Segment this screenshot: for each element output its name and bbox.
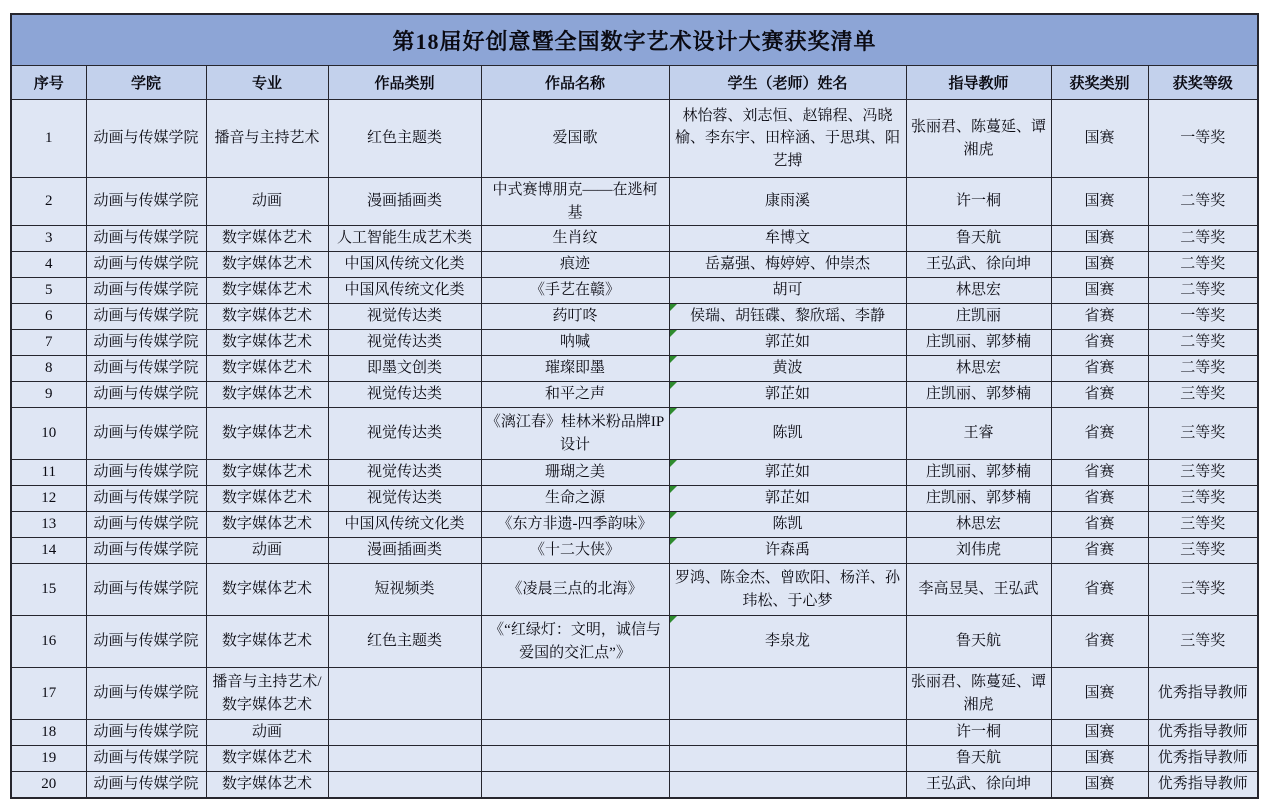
cell-major: 数字媒体艺术 xyxy=(206,512,328,538)
cell-major: 数字媒体艺术 xyxy=(206,486,328,512)
cell-students: 陈凯 xyxy=(669,408,906,460)
cell-award_type: 省赛 xyxy=(1051,460,1148,486)
cell-category: 红色主题类 xyxy=(328,100,481,178)
cell-major: 数字媒体艺术 xyxy=(206,304,328,330)
table-row xyxy=(11,772,1258,799)
cell-category: 人工智能生成艺术类 xyxy=(328,226,481,252)
cell-major: 动画 xyxy=(206,538,328,564)
cell-award_type: 国赛 xyxy=(1051,226,1148,252)
cell-no: 13 xyxy=(11,512,86,538)
cell-no: 3 xyxy=(11,226,86,252)
cell-award_type: 国赛 xyxy=(1051,100,1148,178)
cell-college: 动画与传媒学院 xyxy=(86,564,206,616)
cell-award_type: 国赛 xyxy=(1051,772,1148,799)
column-header-award_level: 获奖等级 xyxy=(1148,66,1258,100)
cell-award_level: 二等奖 xyxy=(1148,330,1258,356)
column-header-work: 作品名称 xyxy=(481,66,669,100)
cell-advisors: 庄凯丽、郭梦楠 xyxy=(906,460,1051,486)
cell-students: 郭芷如 xyxy=(669,486,906,512)
table-row xyxy=(11,382,1258,408)
column-header-advisors: 指导教师 xyxy=(906,66,1051,100)
cell-college: 动画与传媒学院 xyxy=(86,100,206,178)
cell-college: 动画与传媒学院 xyxy=(86,252,206,278)
cell-major: 数字媒体艺术 xyxy=(206,460,328,486)
cell-work: 《手艺在赣》 xyxy=(481,278,669,304)
cell-award_type: 省赛 xyxy=(1051,564,1148,616)
cell-award_level: 优秀指导教师 xyxy=(1148,772,1258,799)
cell-error-marker-icon xyxy=(670,538,677,545)
cell-advisors: 王弘武、徐向坤 xyxy=(906,252,1051,278)
cell-college: 动画与传媒学院 xyxy=(86,382,206,408)
cell-advisors: 林思宏 xyxy=(906,356,1051,382)
cell-award_level: 二等奖 xyxy=(1148,278,1258,304)
cell-college: 动画与传媒学院 xyxy=(86,460,206,486)
column-header-major: 专业 xyxy=(206,66,328,100)
cell-category xyxy=(328,746,481,772)
table-row xyxy=(11,746,1258,772)
cell-category: 即墨文创类 xyxy=(328,356,481,382)
table-row xyxy=(11,356,1258,382)
cell-award_level: 三等奖 xyxy=(1148,486,1258,512)
cell-award_level: 三等奖 xyxy=(1148,408,1258,460)
column-header-no: 序号 xyxy=(11,66,86,100)
cell-major: 数字媒体艺术 xyxy=(206,616,328,668)
cell-award_level: 优秀指导教师 xyxy=(1148,720,1258,746)
cell-work: 爱国歌 xyxy=(481,100,669,178)
cell-category xyxy=(328,720,481,746)
cell-work: 《凌晨三点的北海》 xyxy=(481,564,669,616)
cell-college: 动画与传媒学院 xyxy=(86,330,206,356)
table-row xyxy=(11,304,1258,330)
cell-major: 动画 xyxy=(206,720,328,746)
cell-category: 短视频类 xyxy=(328,564,481,616)
table-row xyxy=(11,100,1258,178)
column-header-award_type: 获奖类别 xyxy=(1051,66,1148,100)
cell-college: 动画与传媒学院 xyxy=(86,356,206,382)
cell-advisors: 庄凯丽、郭梦楠 xyxy=(906,382,1051,408)
cell-advisors: 王弘武、徐向坤 xyxy=(906,772,1051,799)
cell-error-marker-icon xyxy=(670,304,677,311)
cell-college: 动画与传媒学院 xyxy=(86,616,206,668)
cell-students xyxy=(669,746,906,772)
table-row xyxy=(11,252,1258,278)
cell-no: 12 xyxy=(11,486,86,512)
cell-award_level: 三等奖 xyxy=(1148,616,1258,668)
table-row xyxy=(11,408,1258,460)
cell-college: 动画与传媒学院 xyxy=(86,538,206,564)
cell-students: 李泉龙 xyxy=(669,616,906,668)
cell-major: 数字媒体艺术 xyxy=(206,252,328,278)
cell-major: 数字媒体艺术 xyxy=(206,564,328,616)
cell-award_level: 三等奖 xyxy=(1148,564,1258,616)
cell-students xyxy=(669,772,906,799)
cell-students: 康雨溪 xyxy=(669,178,906,226)
cell-award_type: 国赛 xyxy=(1051,252,1148,278)
cell-no: 16 xyxy=(11,616,86,668)
cell-advisors: 张丽君、陈蔓延、谭湘虎 xyxy=(906,668,1051,720)
cell-major: 数字媒体艺术 xyxy=(206,226,328,252)
cell-work: 和平之声 xyxy=(481,382,669,408)
cell-work: 痕迹 xyxy=(481,252,669,278)
cell-no: 14 xyxy=(11,538,86,564)
table-row xyxy=(11,486,1258,512)
header-row xyxy=(11,66,1258,100)
cell-advisors: 刘伟虎 xyxy=(906,538,1051,564)
cell-no: 19 xyxy=(11,746,86,772)
cell-major: 动画 xyxy=(206,178,328,226)
cell-error-marker-icon xyxy=(670,486,677,493)
cell-category: 视觉传达类 xyxy=(328,382,481,408)
cell-award_type: 国赛 xyxy=(1051,720,1148,746)
cell-major: 数字媒体艺术 xyxy=(206,330,328,356)
cell-work xyxy=(481,668,669,720)
cell-advisors: 林思宏 xyxy=(906,512,1051,538)
cell-advisors: 庄凯丽、郭梦楠 xyxy=(906,330,1051,356)
cell-award_level: 优秀指导教师 xyxy=(1148,668,1258,720)
cell-students xyxy=(669,668,906,720)
cell-advisors: 鲁天航 xyxy=(906,226,1051,252)
cell-award_level: 二等奖 xyxy=(1148,178,1258,226)
cell-no: 2 xyxy=(11,178,86,226)
cell-award_level: 一等奖 xyxy=(1148,100,1258,178)
table-row xyxy=(11,512,1258,538)
cell-award_type: 省赛 xyxy=(1051,304,1148,330)
cell-advisors: 李高昱昊、王弘武 xyxy=(906,564,1051,616)
cell-college: 动画与传媒学院 xyxy=(86,304,206,330)
cell-advisors: 王睿 xyxy=(906,408,1051,460)
cell-major: 播音与主持艺术/数字媒体艺术 xyxy=(206,668,328,720)
cell-award_level: 一等奖 xyxy=(1148,304,1258,330)
cell-major: 数字媒体艺术 xyxy=(206,356,328,382)
cell-work: 生肖纹 xyxy=(481,226,669,252)
cell-award_type: 国赛 xyxy=(1051,178,1148,226)
cell-no: 10 xyxy=(11,408,86,460)
cell-award_type: 省赛 xyxy=(1051,330,1148,356)
cell-students: 胡可 xyxy=(669,278,906,304)
cell-major: 数字媒体艺术 xyxy=(206,408,328,460)
cell-no: 4 xyxy=(11,252,86,278)
cell-major: 数字媒体艺术 xyxy=(206,382,328,408)
cell-students: 郭芷如 xyxy=(669,330,906,356)
cell-advisors: 鲁天航 xyxy=(906,746,1051,772)
cell-award_level: 三等奖 xyxy=(1148,512,1258,538)
cell-category: 中国风传统文化类 xyxy=(328,512,481,538)
cell-no: 11 xyxy=(11,460,86,486)
cell-advisors: 林思宏 xyxy=(906,278,1051,304)
cell-students: 岳嘉强、梅婷婷、仲崇杰 xyxy=(669,252,906,278)
cell-award_type: 省赛 xyxy=(1051,356,1148,382)
cell-award_level: 优秀指导教师 xyxy=(1148,746,1258,772)
cell-college: 动画与传媒学院 xyxy=(86,772,206,799)
cell-award_type: 省赛 xyxy=(1051,616,1148,668)
cell-college: 动画与传媒学院 xyxy=(86,226,206,252)
cell-no: 9 xyxy=(11,382,86,408)
cell-error-marker-icon xyxy=(670,356,677,363)
cell-students: 林怡蓉、刘志恒、赵锦程、冯晓榆、李东宇、田梓涵、于思琪、阳艺搏 xyxy=(669,100,906,178)
cell-no: 5 xyxy=(11,278,86,304)
cell-work: 《漓江春》桂林米粉品牌IP设计 xyxy=(481,408,669,460)
cell-no: 20 xyxy=(11,772,86,799)
cell-error-marker-icon xyxy=(670,330,677,337)
cell-college: 动画与传媒学院 xyxy=(86,408,206,460)
cell-category: 视觉传达类 xyxy=(328,304,481,330)
cell-major: 播音与主持艺术 xyxy=(206,100,328,178)
column-header-college: 学院 xyxy=(86,66,206,100)
cell-error-marker-icon xyxy=(670,512,677,519)
title-row xyxy=(11,14,1258,66)
cell-no: 15 xyxy=(11,564,86,616)
cell-work: 《东方非遗-四季韵味》 xyxy=(481,512,669,538)
cell-category: 漫画插画类 xyxy=(328,538,481,564)
cell-award_type: 省赛 xyxy=(1051,382,1148,408)
cell-advisors: 张丽君、陈蔓延、谭湘虎 xyxy=(906,100,1051,178)
cell-award_type: 省赛 xyxy=(1051,486,1148,512)
cell-award_level: 三等奖 xyxy=(1148,538,1258,564)
cell-work: 《十二大侠》 xyxy=(481,538,669,564)
cell-students: 侯瑞、胡钰碟、黎欣瑶、李静 xyxy=(669,304,906,330)
cell-category: 漫画插画类 xyxy=(328,178,481,226)
cell-students: 郭芷如 xyxy=(669,382,906,408)
cell-award_type: 省赛 xyxy=(1051,538,1148,564)
table-row xyxy=(11,616,1258,668)
cell-work xyxy=(481,772,669,799)
table-row xyxy=(11,330,1258,356)
cell-no: 17 xyxy=(11,668,86,720)
cell-error-marker-icon xyxy=(670,382,677,389)
cell-category: 中国风传统文化类 xyxy=(328,278,481,304)
cell-students: 陈凯 xyxy=(669,512,906,538)
cell-error-marker-icon xyxy=(670,408,677,415)
table-row xyxy=(11,538,1258,564)
cell-award_level: 三等奖 xyxy=(1148,382,1258,408)
cell-advisors: 庄凯丽 xyxy=(906,304,1051,330)
cell-work xyxy=(481,720,669,746)
cell-major: 数字媒体艺术 xyxy=(206,746,328,772)
cell-error-marker-icon xyxy=(670,616,677,623)
cell-students: 罗鸿、陈金杰、曾欧阳、杨洋、孙玮松、于心梦 xyxy=(669,564,906,616)
cell-award_type: 省赛 xyxy=(1051,408,1148,460)
cell-category xyxy=(328,668,481,720)
cell-work: 璀璨即墨 xyxy=(481,356,669,382)
column-header-category: 作品类别 xyxy=(328,66,481,100)
cell-award_type: 国赛 xyxy=(1051,668,1148,720)
table-body xyxy=(11,100,1258,799)
cell-work: 中式赛博朋克——在逃柯基 xyxy=(481,178,669,226)
cell-category: 中国风传统文化类 xyxy=(328,252,481,278)
cell-major: 数字媒体艺术 xyxy=(206,772,328,799)
table-title: 第18届好创意暨全国数字艺术设计大赛获奖清单 xyxy=(11,14,1258,66)
cell-award_level: 二等奖 xyxy=(1148,226,1258,252)
cell-category xyxy=(328,772,481,799)
cell-award_level: 三等奖 xyxy=(1148,460,1258,486)
cell-college: 动画与传媒学院 xyxy=(86,746,206,772)
cell-award_type: 国赛 xyxy=(1051,746,1148,772)
table-head xyxy=(11,14,1258,100)
cell-award_level: 二等奖 xyxy=(1148,356,1258,382)
cell-advisors: 许一桐 xyxy=(906,178,1051,226)
cell-students: 牟博文 xyxy=(669,226,906,252)
cell-award_type: 国赛 xyxy=(1051,278,1148,304)
cell-college: 动画与传媒学院 xyxy=(86,278,206,304)
cell-college: 动画与传媒学院 xyxy=(86,668,206,720)
table-row xyxy=(11,226,1258,252)
table-row xyxy=(11,564,1258,616)
cell-college: 动画与传媒学院 xyxy=(86,720,206,746)
cell-work: 生命之源 xyxy=(481,486,669,512)
cell-students: 黄波 xyxy=(669,356,906,382)
table-row xyxy=(11,178,1258,226)
cell-students: 许森禹 xyxy=(669,538,906,564)
table-row xyxy=(11,460,1258,486)
cell-advisors: 许一桐 xyxy=(906,720,1051,746)
cell-work: 珊瑚之美 xyxy=(481,460,669,486)
cell-no: 8 xyxy=(11,356,86,382)
cell-students xyxy=(669,720,906,746)
cell-work: 药叮咚 xyxy=(481,304,669,330)
cell-major: 数字媒体艺术 xyxy=(206,278,328,304)
cell-category: 视觉传达类 xyxy=(328,408,481,460)
cell-advisors: 鲁天航 xyxy=(906,616,1051,668)
table-row xyxy=(11,720,1258,746)
cell-category: 视觉传达类 xyxy=(328,486,481,512)
cell-advisors: 庄凯丽、郭梦楠 xyxy=(906,486,1051,512)
cell-error-marker-icon xyxy=(670,460,677,467)
cell-award_level: 二等奖 xyxy=(1148,252,1258,278)
cell-award_type: 省赛 xyxy=(1051,512,1148,538)
award-table xyxy=(10,13,1259,799)
table-row xyxy=(11,668,1258,720)
cell-no: 7 xyxy=(11,330,86,356)
cell-no: 6 xyxy=(11,304,86,330)
cell-category: 视觉传达类 xyxy=(328,330,481,356)
cell-college: 动画与传媒学院 xyxy=(86,178,206,226)
cell-no: 18 xyxy=(11,720,86,746)
table-row xyxy=(11,278,1258,304)
cell-college: 动画与传媒学院 xyxy=(86,512,206,538)
column-header-students: 学生（老师）姓名 xyxy=(669,66,906,100)
cell-category: 视觉传达类 xyxy=(328,460,481,486)
cell-no: 1 xyxy=(11,100,86,178)
cell-category: 红色主题类 xyxy=(328,616,481,668)
cell-students: 郭芷如 xyxy=(669,460,906,486)
cell-work xyxy=(481,746,669,772)
cell-work: 呐喊 xyxy=(481,330,669,356)
cell-work: 《“红绿灯：文明，诚信与爱国的交汇点”》 xyxy=(481,616,669,668)
cell-college: 动画与传媒学院 xyxy=(86,486,206,512)
